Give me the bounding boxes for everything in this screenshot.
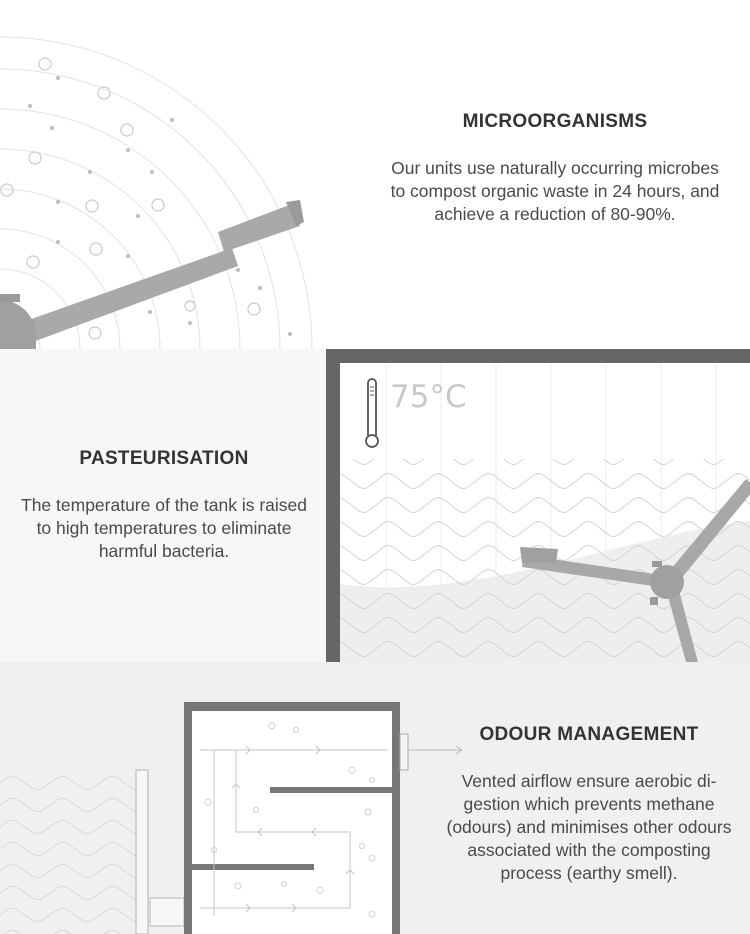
microorganisms-heading: MICROORGANISMS [462, 111, 648, 132]
section-microorganisms [0, 0, 750, 349]
temperature-label: 75°C [390, 379, 467, 415]
odour-management-heading: ODOUR MANAGEMENT [479, 724, 699, 745]
heated-tank-icon [326, 349, 750, 662]
airflow-tank-icon [0, 662, 470, 934]
microorganisms-description: Our units use naturally occurring microbes to compost organic waste in 24 hours, and achieve a reduction of 80-90%. [390, 158, 720, 224]
pasteurisation-heading: PASTEURISATION [79, 448, 249, 469]
section-odour-management [0, 662, 750, 934]
microorganisms-text [390, 111, 720, 226]
section-pasteurisation [0, 349, 750, 662]
odour-management-description: Vented airflow ensure aerobic digestion which prevents methane (odours) and minimises other odours associated with the composting process (earthy smell). [446, 771, 732, 883]
odour-management-text [438, 724, 740, 885]
microbes-mixer-icon [0, 0, 320, 349]
pasteurisation-description: The temperature of the tank is raised to high temperatures to eliminate harmful bacteria. [21, 495, 307, 561]
pasteurisation-text [20, 448, 308, 563]
